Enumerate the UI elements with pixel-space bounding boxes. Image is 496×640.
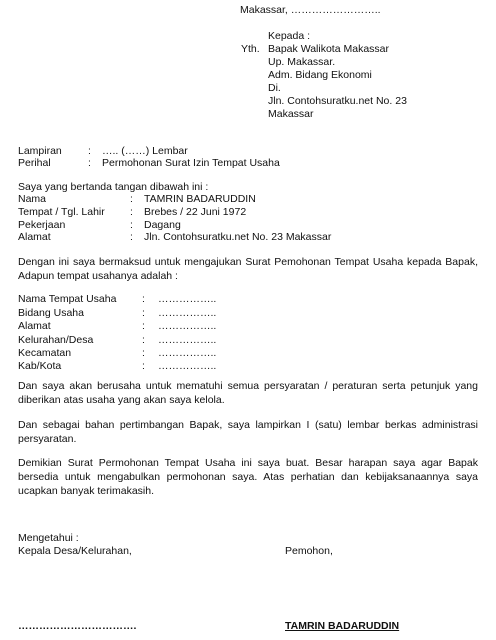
yth-label: Yth. [241,43,260,55]
attach-paragraph: Dan sebagai bahan pertimbangan Bapak, saya lampirkan I (satu) lembar berkas administrasi persyaratan. [18,419,478,445]
field-value: Jln. Contohsuratku.net No. 23 Makassar [144,231,332,243]
applicant-intro: Saya yang bertanda tangan dibawah ini : [18,181,209,193]
field-value: …………….. [158,347,217,359]
colon: : [130,206,133,218]
field-label: Bidang Usaha [18,307,84,319]
field-label: Kecamatan [18,347,72,359]
colon: : [142,320,145,332]
field-value: …………….. [158,360,217,372]
left-signature-name: ……………………………. [18,620,137,632]
field-value: TAMRIN BADARUDDIN [144,193,256,205]
recipient-line: Jln. Contohsuratku.net No. 23 [268,95,407,107]
field-label: Kab/Kota [18,360,62,372]
mengetahui-label: Mengetahui : [18,532,79,544]
right-signature-title: Pemohon, [285,545,333,557]
place-date: Makassar, …………………….. [240,4,381,16]
left-signature-title: Kepala Desa/Kelurahan, [18,545,132,557]
field-value: …………….. [158,293,217,305]
field-label: Nama [18,193,47,205]
colon: : [142,334,145,346]
comply-paragraph: Dan saya akan berusaha untuk mematuhi semua persyaratan / peraturan serta petunjuk yang diberikan atas usaha yang akan saya kelola. [18,380,478,406]
kepada-label: Kepada : [268,30,311,42]
field-label: Alamat [18,320,51,332]
intent-paragraph: Dengan ini saya bermaksud untuk mengajukan Surat Pemohonan Tempat Usaha kepada Bapak, Adapun tempat usahanya adalah : [18,256,478,282]
field-value: …………….. [158,334,217,346]
lampiran-value: ….. (……) Lembar [102,145,188,157]
recipient-line: Up. Makassar. [268,56,336,68]
field-label: Pekerjaan [18,219,66,231]
perihal-label: Perihal [18,157,51,169]
colon: : [142,347,145,359]
colon: : [88,157,91,169]
colon: : [130,193,133,205]
closing-paragraph: Demikian Surat Permohonan Tempat Usaha ini saya buat. Besar harapan saya agar Bapak bersedia untuk mengabulkan permohonan saya. Atas perhatian dan kebijaksanaannya saya ucapkan banyak terimakasih. [18,457,478,497]
colon: : [130,219,133,231]
field-label: Nama Tempat Usaha [18,293,117,305]
field-value: Dagang [144,219,181,231]
colon: : [142,293,145,305]
colon: : [142,307,145,319]
field-label: Kelurahan/Desa [18,334,94,346]
field-value: …………….. [158,320,217,332]
recipient-line: Bapak Walikota Makassar [268,43,389,55]
colon: : [130,231,133,243]
recipient-line: Makassar [268,108,314,120]
perihal-value: Permohonan Surat Izin Tempat Usaha [102,157,280,169]
recipient-line: Adm. Bidang Ekonomi [268,69,372,81]
lampiran-label: Lampiran [18,145,62,157]
field-label: Tempat / Tgl. Lahir [18,206,105,218]
right-signature-name: TAMRIN BADARUDDIN [285,620,400,632]
field-label: Alamat [18,231,51,243]
recipient-line: Di. [268,82,281,94]
colon: : [88,145,91,157]
field-value: …………….. [158,307,217,319]
colon: : [142,360,145,372]
field-value: Brebes / 22 Juni 1972 [144,206,247,218]
